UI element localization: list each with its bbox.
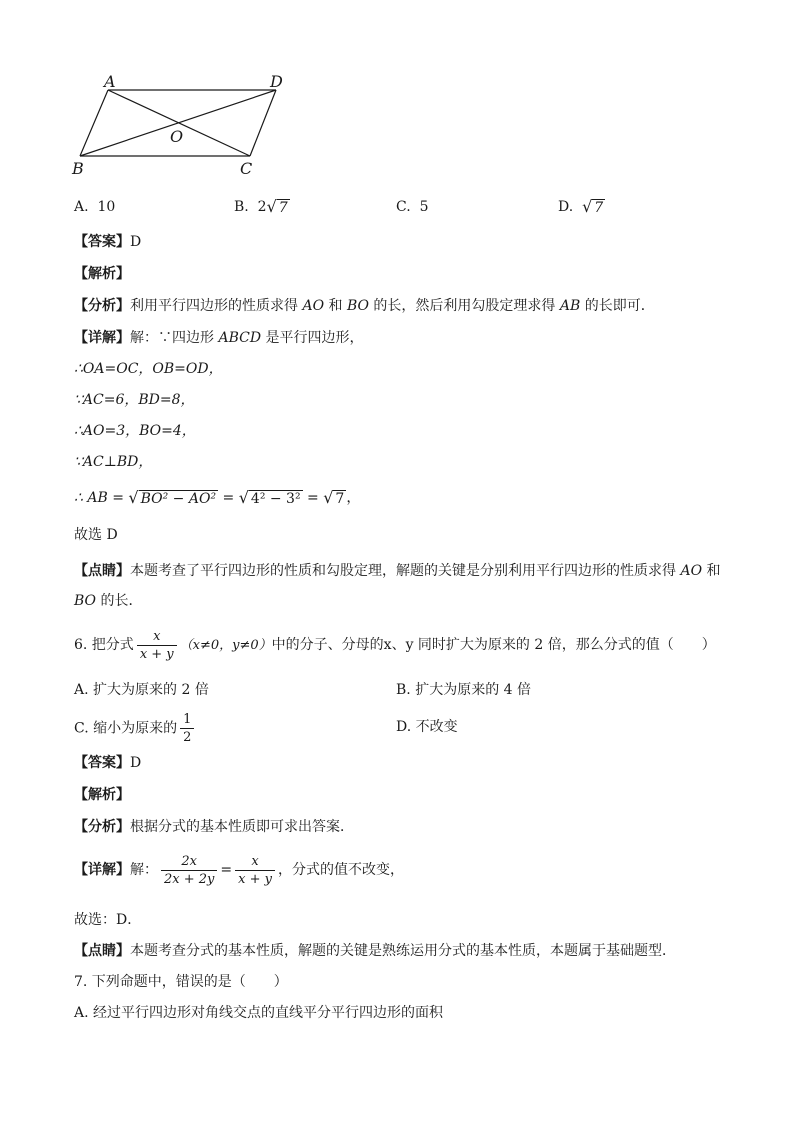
q5-option-c[interactable]: [396, 197, 429, 217]
q5-answer-value: D: [130, 234, 142, 250]
label-d: D: [270, 72, 283, 91]
q6-frac-num: x: [153, 628, 161, 644]
q6-xiangjie-p1: 解：: [130, 862, 158, 878]
q5-fenxi-p4: 的长即可．: [580, 298, 655, 314]
q6-fenxi-tag: 【分析】: [74, 819, 130, 835]
q5-xiangjie-p2: 是平行四边形，: [261, 330, 364, 346]
q7-stem: 7. 下列命题中，错误的是（ ）: [74, 974, 288, 990]
q6-option-c-fraction: [180, 712, 194, 745]
q6-stem-fraction: [137, 629, 177, 662]
q5-step-2: ∵AC=6，BD=8，: [74, 392, 195, 408]
q5-option-a-value: 10: [97, 199, 116, 215]
q5-fenxi-p1: 利用平行四边形的性质求得: [130, 298, 303, 314]
label-o: O: [170, 127, 184, 146]
q6-answer-value: D: [130, 755, 142, 771]
q6-answer: [74, 753, 141, 773]
q5-fenxi-bo: BO: [346, 298, 369, 314]
q5-dianjing-p1: 本题考查了平行四边形的性质和勾股定理，解题的关键是分别利用平行四边形的性质求得: [130, 563, 681, 579]
q5-step-5: [74, 488, 360, 508]
q5-fenxi-p2: 和: [324, 298, 347, 314]
q5-step-1: ∴OA=OC，OB=OD，: [74, 361, 223, 377]
q6-analysis-tag: 【解析】: [74, 787, 130, 803]
q5-step5-radicand-2: 4² − 3²: [250, 491, 301, 507]
q5-step5-radicand-1: BO² − AO²: [140, 491, 217, 507]
q5-dianjing-bo: BO: [74, 593, 97, 609]
q6-xiangjie-tag: 【详解】: [74, 862, 130, 878]
q6-xiangjie-fraction-1: [161, 854, 217, 887]
q7-option-a[interactable]: A. 经过平行四边形对角线交点的直线平分平行四边形的面积: [74, 1005, 444, 1021]
q6-xiangjie-fraction-2: [235, 854, 275, 887]
q5-dianjing-p3: 的长．: [96, 593, 143, 609]
diagonal-bd: [80, 90, 276, 156]
parallelogram-figure: [60, 70, 300, 182]
q5-step5-sqrt-3: √ 7: [323, 488, 345, 507]
q6-option-c-text: C. 缩小为原来的: [74, 720, 178, 737]
q5-dianjing-p2: 和: [702, 563, 721, 579]
q6-fenxi: [74, 817, 354, 837]
q6-xiangjie-p2: ，分式的值不改变，: [277, 862, 404, 878]
label-c: C: [240, 159, 253, 178]
q5-choose: 故选 D: [74, 527, 118, 543]
q5-answer-tag: 【答案】: [74, 234, 130, 250]
q6-choose: 故选：D．: [74, 912, 142, 928]
q5-fenxi-ab: AB: [559, 298, 581, 314]
q6-stem-p1: 6. 把分式: [74, 637, 134, 653]
q5-option-b-label: B.: [234, 199, 249, 215]
side-ab: [80, 90, 108, 156]
q6-dianjing-text: 本题考查分式的基本性质，解题的关键是熟练运用分式的基本性质，本题属于基础题型．: [130, 943, 676, 959]
q6-option-c-den: 2: [180, 728, 194, 745]
label-b: B: [72, 159, 84, 178]
q5-option-d[interactable]: [558, 197, 605, 217]
q5-step5-eq2: =: [307, 490, 319, 506]
q6-frac1-num: 2x: [181, 853, 197, 869]
side-dc: [250, 90, 276, 156]
q6-option-b[interactable]: B. 扩大为原来的 4 倍: [396, 682, 531, 698]
q5-fenxi-ao: AO: [302, 298, 325, 314]
q6-stem: [74, 628, 716, 663]
q6-frac2-num: x: [251, 853, 259, 869]
q5-xiangjie-tag: 【详解】: [74, 330, 130, 346]
q6-stem-p2: 中的分子、分母的x、y 同时扩大为原来的 2 倍，那么分式的值（ ）: [271, 637, 716, 653]
q5-option-c-label: C.: [396, 199, 411, 215]
q5-option-b[interactable]: [234, 197, 290, 217]
q5-option-b-sqrt: √ 7: [266, 197, 288, 216]
q5-answer: [74, 232, 141, 252]
q5-step5-eq1: =: [222, 490, 235, 506]
q6-answer-tag: 【答案】: [74, 755, 130, 771]
q6-fenxi-text: 根据分式的基本性质即可求出答案．: [130, 819, 354, 835]
q6-dianjing-tag: 【点睛】: [74, 943, 130, 959]
q5-option-d-sqrt: √ 7: [582, 197, 604, 216]
q5-fenxi: [74, 296, 655, 316]
q5-dianjing-ao: AO: [680, 563, 703, 579]
q5-step-3: ∴AO=3，BO=4，: [74, 423, 196, 439]
q6-dianjing: [74, 941, 676, 961]
q5-fenxi-p3: 的长，然后利用勾股定理求得: [368, 298, 560, 314]
q5-dianjing: [74, 556, 724, 616]
q5-dianjing-tag: 【点睛】: [74, 563, 130, 579]
q5-option-d-label: D.: [558, 199, 574, 215]
q6-option-d[interactable]: D. 不改变: [396, 719, 458, 735]
q5-step5-sqrt-2: √ 4² − 3²: [238, 488, 301, 507]
q6-option-c-num: 1: [183, 712, 192, 727]
label-a: A: [104, 72, 116, 91]
q5-xiangjie-abcd: ABCD: [218, 330, 262, 346]
q5-option-b-coef: 2: [257, 199, 267, 215]
q5-fenxi-tag: 【分析】: [74, 298, 130, 314]
q6-stem-cond: （x≠0，y≠0）: [179, 638, 272, 653]
q5-step5-end: ，: [346, 490, 361, 506]
q5-option-a[interactable]: [74, 197, 115, 217]
q5-step5-sqrt-1: √ BO² − AO²: [128, 488, 217, 507]
q5-step-4: ∵AC⊥BD，: [74, 454, 153, 470]
q5-xiangjie-p1: 解：∵四边形: [130, 330, 219, 346]
q5-xiangjie: [74, 328, 364, 348]
q5-option-c-value: 5: [419, 199, 429, 215]
q5-option-d-radicand: 7: [594, 200, 604, 216]
q6-xiangjie: [74, 852, 404, 888]
q5-analysis-tag: 【解析】: [74, 266, 130, 282]
q5-step5-radicand-3: 7: [335, 491, 345, 507]
q6-frac2-den: x + y: [235, 870, 275, 887]
q6-option-a[interactable]: A. 扩大为原来的 2 倍: [74, 682, 209, 698]
q5-step5-prefix: ∴ AB =: [74, 490, 124, 506]
q6-xiangjie-eq: =: [220, 862, 233, 878]
q6-option-c[interactable]: [74, 712, 197, 745]
q6-frac1-den: 2x + 2y: [161, 870, 217, 887]
q6-frac-den: x + y: [137, 645, 177, 662]
q5-option-b-radicand: 7: [278, 200, 288, 216]
q5-option-a-label: A.: [74, 199, 89, 215]
